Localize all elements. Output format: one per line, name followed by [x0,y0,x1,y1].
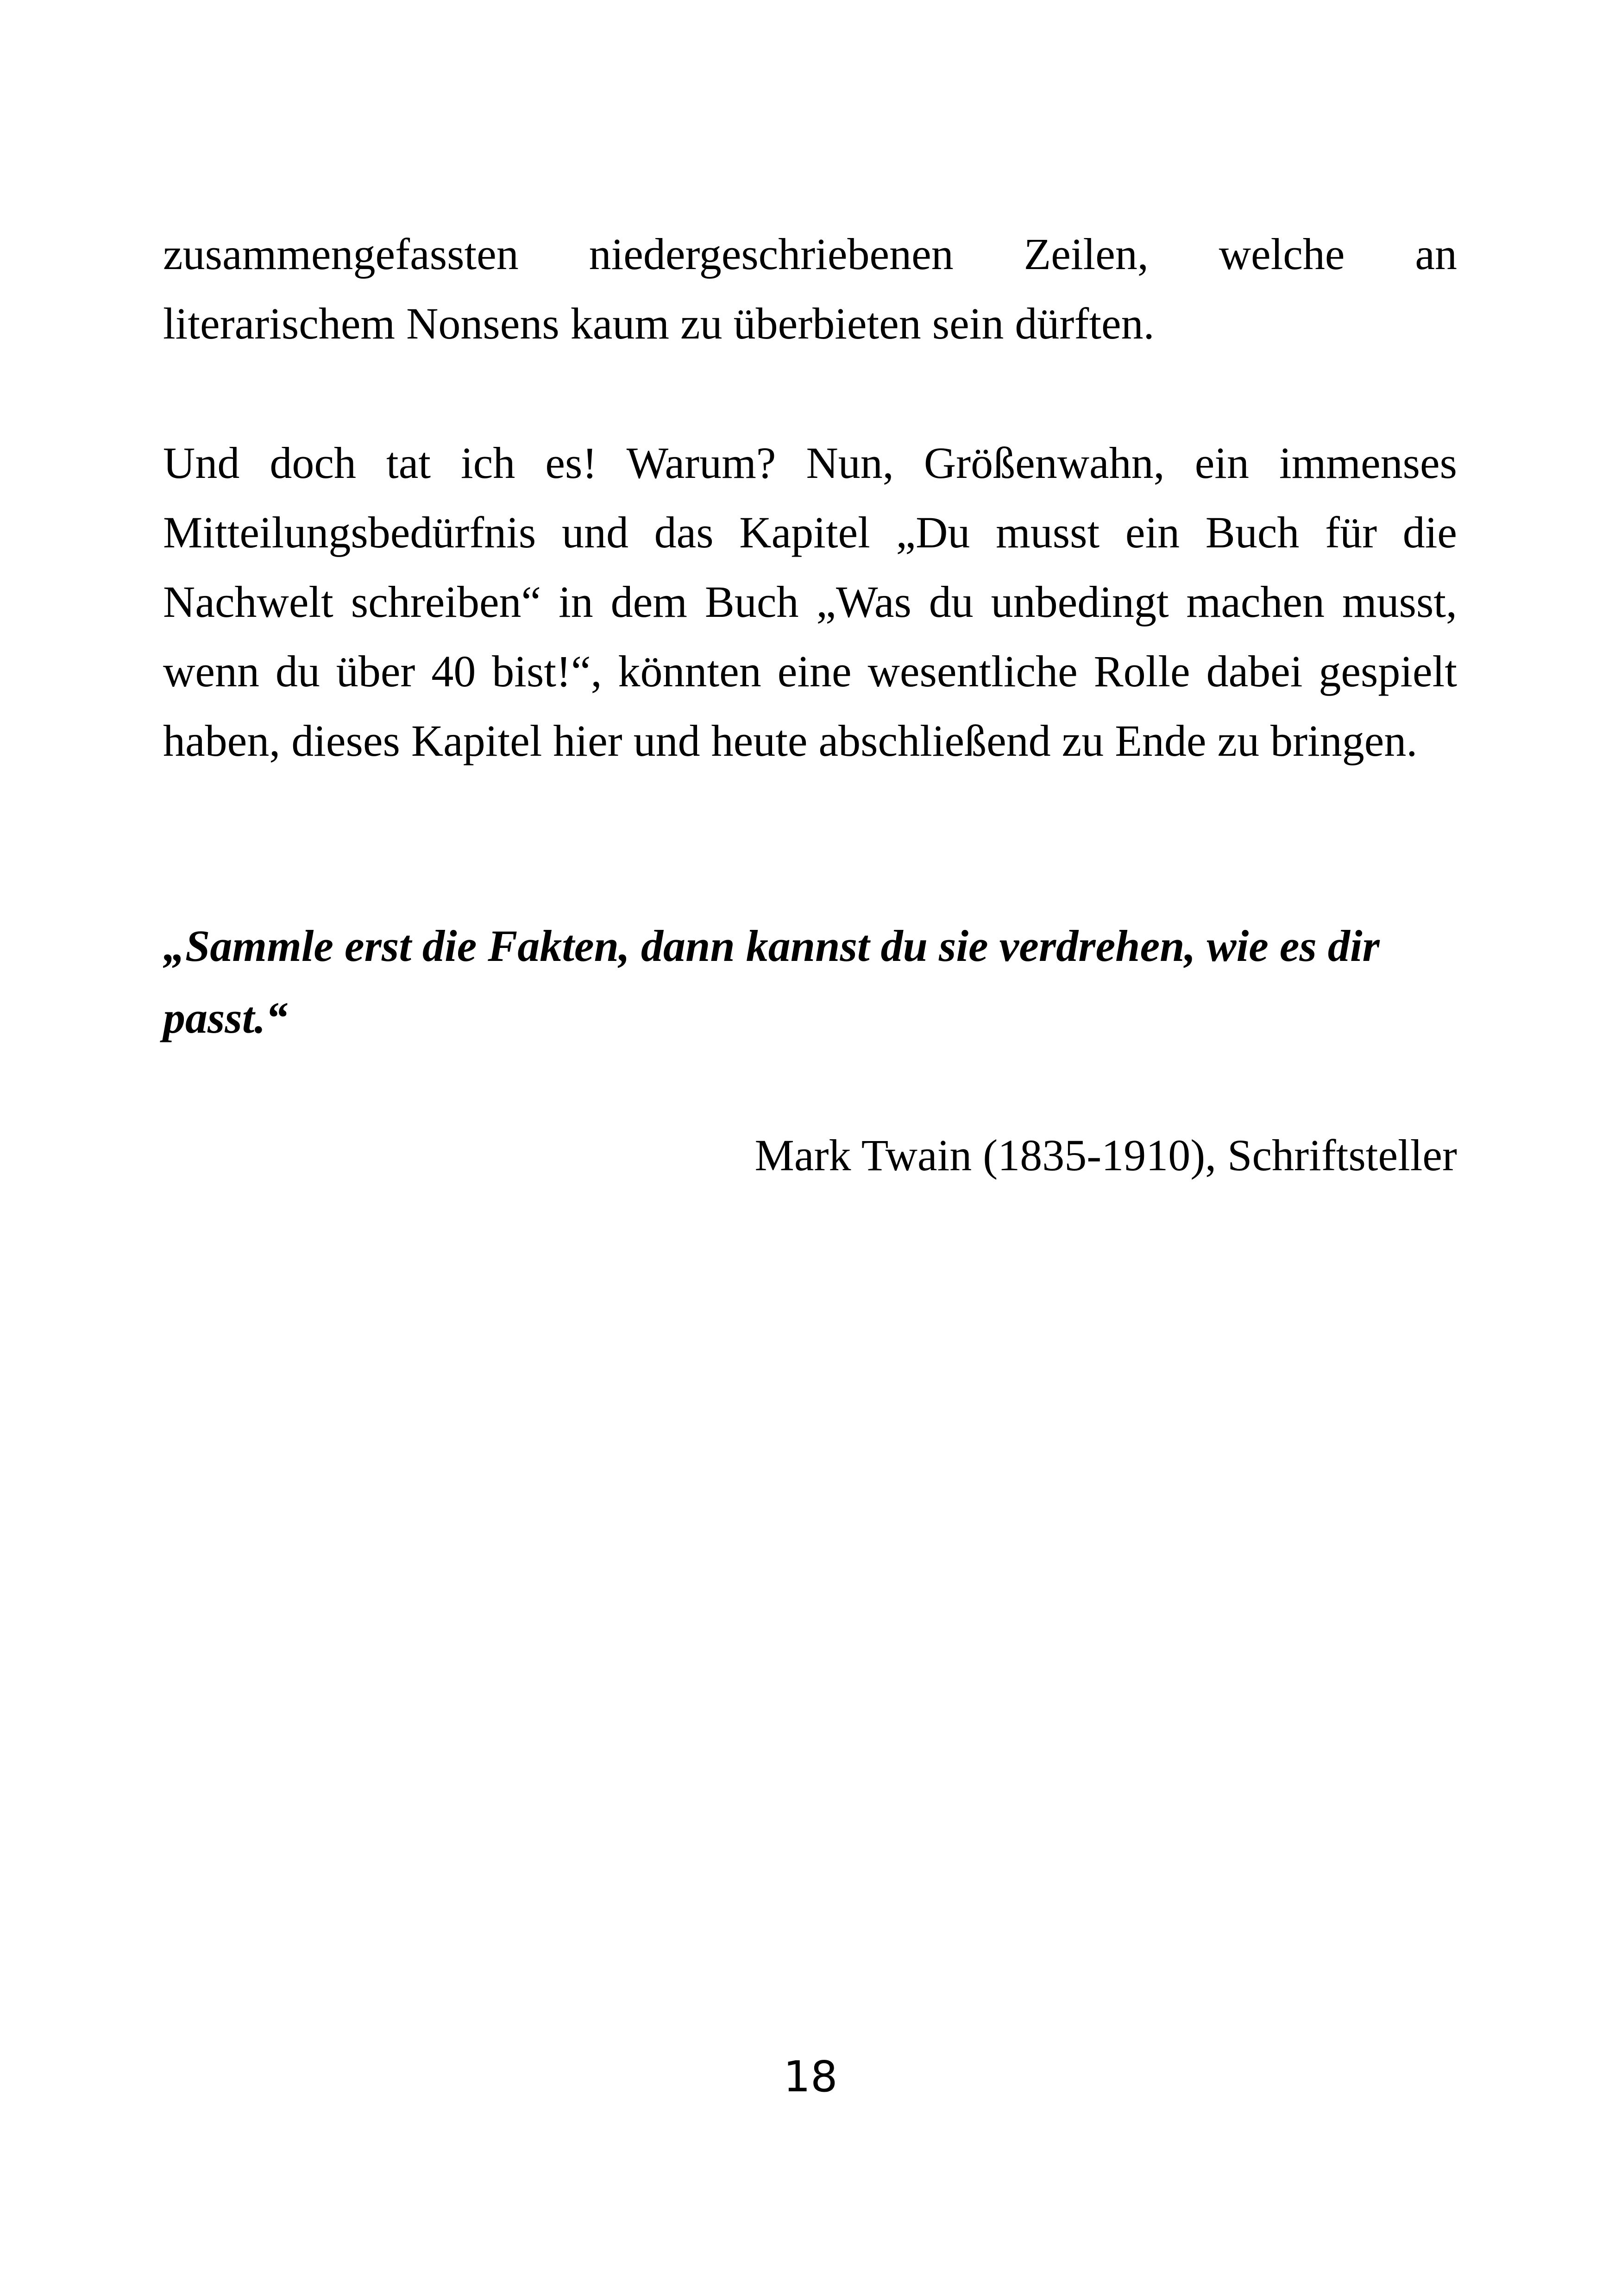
quote-attribution: Mark Twain (1835-1910), Schriftsteller [754,1130,1457,1180]
body-paragraph-2: Und doch tat ich es! Warum? Nun, Größenwahn, ein immenses Mitteilungsbedürfnis und das Kapitel „Du musst ein Buch für die Nachwelt schreiben“ in dem Buch „Was du unbedingt machen musst, wenn du über 40 bist!“, könnten eine wesentliche Rolle dabei gespielt haben, dieses Kapitel hier und heute abschließend zu Ende zu bringen. [163,438,1457,765]
body-paragraph-1: zusammengefassten niedergeschriebenen Zeilen, welche an literarischem Nonsens kaum zu überbieten sein dürften. [163,229,1457,348]
page-number: 18 [783,2052,838,2102]
quote: „Sammle erst die Fakten, dann kannst du sie verdrehen, wie es dir passt.“ [163,921,1380,1042]
